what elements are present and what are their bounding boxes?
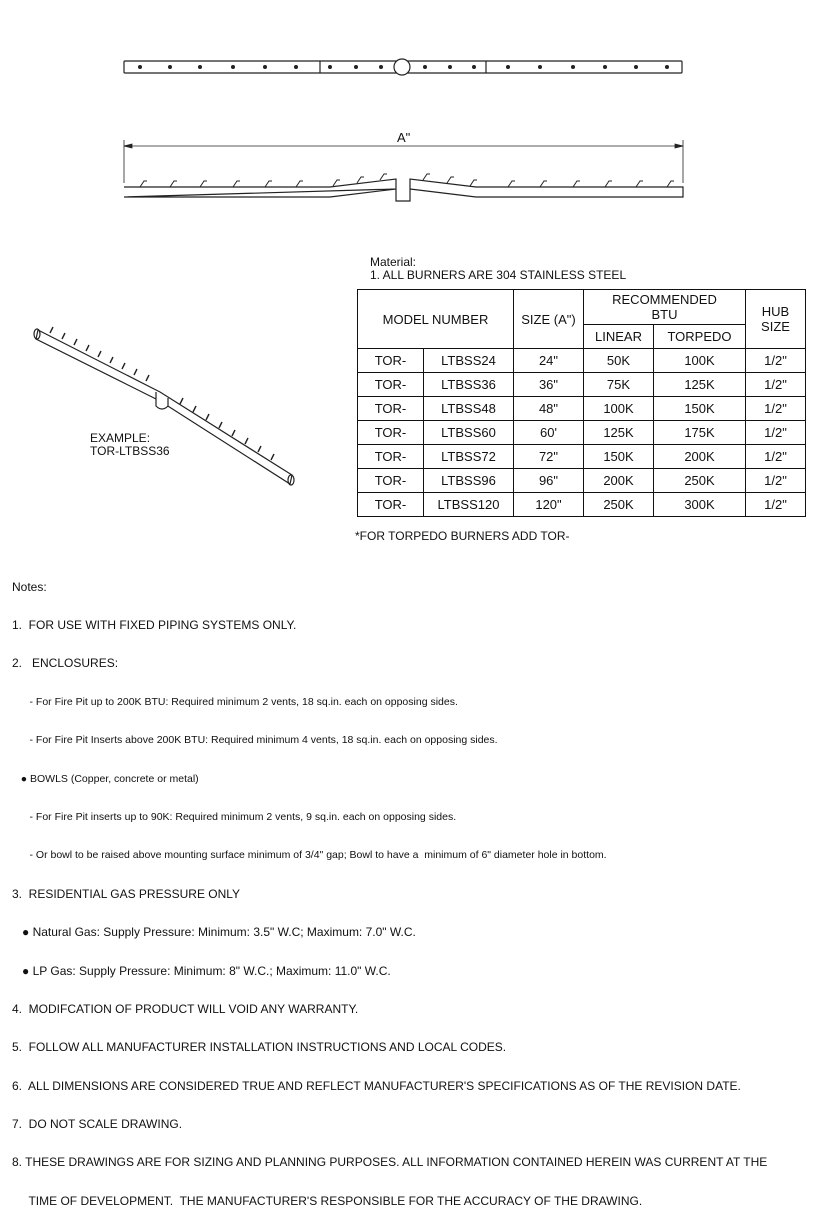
- note-8b: TIME OF DEVELOPMENT. THE MANUFACTURER'S RESPONSIBLE FOR THE ACCURACY OF THE DRAWING.: [12, 1193, 643, 1208]
- cell-torpedo: 150K: [654, 397, 746, 421]
- cell-size: 72": [514, 445, 584, 469]
- header-torpedo: TORPEDO: [654, 325, 746, 349]
- note-1: 1. FOR USE WITH FIXED PIPING SYSTEMS ONLY.: [12, 617, 297, 632]
- note-3b: ● LP Gas: Supply Pressure: Minimum: 8" W.C.; Maximum: 11.0" W.C.: [12, 963, 391, 978]
- cell-model: LTBSS72: [424, 445, 514, 469]
- cell-size: 48": [514, 397, 584, 421]
- cell-model: LTBSS36: [424, 373, 514, 397]
- cell-linear: 250K: [584, 493, 654, 517]
- table-row: [358, 469, 806, 493]
- dimension-label: A": [397, 130, 411, 145]
- material-heading: Material:: [370, 255, 417, 269]
- header-model-number: MODEL NUMBER: [358, 290, 514, 349]
- cell-hub: 1/2": [746, 493, 806, 517]
- cell-hub: 1/2": [746, 469, 806, 493]
- table-row: [358, 493, 806, 517]
- cell-size: 96": [514, 469, 584, 493]
- cell-size: 24": [514, 349, 584, 373]
- cell-size: 36": [514, 373, 584, 397]
- cell-linear: 50K: [584, 349, 654, 373]
- burner-top-view: [124, 59, 682, 75]
- note-2b: - For Fire Pit Inserts above 200K BTU: Required minimum 4 vents, 18 sq.in. each on opposing sides.: [12, 734, 498, 747]
- header-size: SIZE (A"): [514, 290, 584, 349]
- cell-prefix: TOR-: [358, 349, 424, 373]
- cell-hub: 1/2": [746, 373, 806, 397]
- cell-torpedo: 125K: [654, 373, 746, 397]
- note-6: 6. ALL DIMENSIONS ARE CONSIDERED TRUE AND REFLECT MANUFACTURER'S SPECIFICATIONS AS OF THE REVISION DATE.: [12, 1078, 741, 1093]
- cell-linear: 200K: [584, 469, 654, 493]
- cell-torpedo: 300K: [654, 493, 746, 517]
- note-4: 4. MODIFCATION OF PRODUCT WILL VOID ANY WARRANTY.: [12, 1001, 359, 1016]
- material-note: [370, 256, 626, 282]
- cell-prefix: TOR-: [358, 493, 424, 517]
- note-3a: ● Natural Gas: Supply Pressure: Minimum: 3.5" W.C; Maximum: 7.0" W.C.: [12, 925, 416, 940]
- note-2: 2. ENCLOSURES:: [12, 656, 119, 671]
- note-7: 7. DO NOT SCALE DRAWING.: [12, 1117, 183, 1132]
- spec-table: [357, 289, 806, 517]
- table-row: [358, 349, 806, 373]
- burner-side-view: [124, 140, 683, 201]
- burner-isometric-view: [34, 327, 294, 485]
- cell-linear: 100K: [584, 397, 654, 421]
- cell-linear: 75K: [584, 373, 654, 397]
- cell-model: LTBSS24: [424, 349, 514, 373]
- cell-torpedo: 200K: [654, 445, 746, 469]
- cell-linear: 125K: [584, 421, 654, 445]
- example-heading: EXAMPLE:: [90, 431, 151, 445]
- header-recommended-btu: RECOMMENDED BTU: [584, 290, 746, 325]
- dimension-line: [124, 140, 683, 183]
- cell-prefix: TOR-: [358, 469, 424, 493]
- note-2e: - Or bowl to be raised above mounting surface minimum of 3/4" gap; Bowl to have a minimum of 6" diameter hole in bottom.: [12, 849, 607, 862]
- material-line: 1. ALL BURNERS ARE 304 STAINLESS STEEL: [370, 268, 627, 282]
- cell-size: 60': [514, 421, 584, 445]
- cell-prefix: TOR-: [358, 421, 424, 445]
- header-hub-size: HUB SIZE: [746, 290, 806, 349]
- example-label: [90, 432, 170, 458]
- cell-prefix: TOR-: [358, 373, 424, 397]
- cell-torpedo: 100K: [654, 349, 746, 373]
- note-2c: ● BOWLS (Copper, concrete or metal): [12, 772, 199, 785]
- cell-model: LTBSS48: [424, 397, 514, 421]
- cell-model: LTBSS60: [424, 421, 514, 445]
- note-2d: - For Fire Pit inserts up to 90K: Required minimum 2 vents, 9 sq.in. each on opposing sides.: [12, 810, 457, 823]
- table-row: [358, 397, 806, 421]
- note-2a: - For Fire Pit up to 200K BTU: Required minimum 2 vents, 18 sq.in. each on opposing sides.: [12, 695, 458, 708]
- note-3: 3. RESIDENTIAL GAS PRESSURE ONLY: [12, 886, 241, 901]
- header-linear: LINEAR: [584, 325, 654, 349]
- cell-linear: 150K: [584, 445, 654, 469]
- cell-size: 120": [514, 493, 584, 517]
- note-8a: 8. THESE DRAWINGS ARE FOR SIZING AND PLANNING PURPOSES. ALL INFORMATION CONTAINED HEREIN WAS CURRENT AT THE: [12, 1155, 768, 1170]
- cell-torpedo: 250K: [654, 469, 746, 493]
- cell-prefix: TOR-: [358, 445, 424, 469]
- cell-hub: 1/2": [746, 445, 806, 469]
- cell-hub: 1/2": [746, 397, 806, 421]
- table-footnote: *FOR TORPEDO BURNERS ADD TOR-: [355, 529, 570, 543]
- cell-torpedo: 175K: [654, 421, 746, 445]
- table-row: [358, 421, 806, 445]
- side-view-ports: [140, 174, 674, 187]
- cell-hub: 1/2": [746, 349, 806, 373]
- table-row: [358, 445, 806, 469]
- notes-heading: Notes:: [12, 579, 47, 594]
- example-model: TOR-LTBSS36: [90, 444, 170, 458]
- cell-model: LTBSS96: [424, 469, 514, 493]
- table-row: [358, 373, 806, 397]
- cell-prefix: TOR-: [358, 397, 424, 421]
- notes-section: [12, 555, 767, 1220]
- cell-model: LTBSS120: [424, 493, 514, 517]
- cell-hub: 1/2": [746, 421, 806, 445]
- note-5: 5. FOLLOW ALL MANUFACTURER INSTALLATION INSTRUCTIONS AND LOCAL CODES.: [12, 1040, 507, 1055]
